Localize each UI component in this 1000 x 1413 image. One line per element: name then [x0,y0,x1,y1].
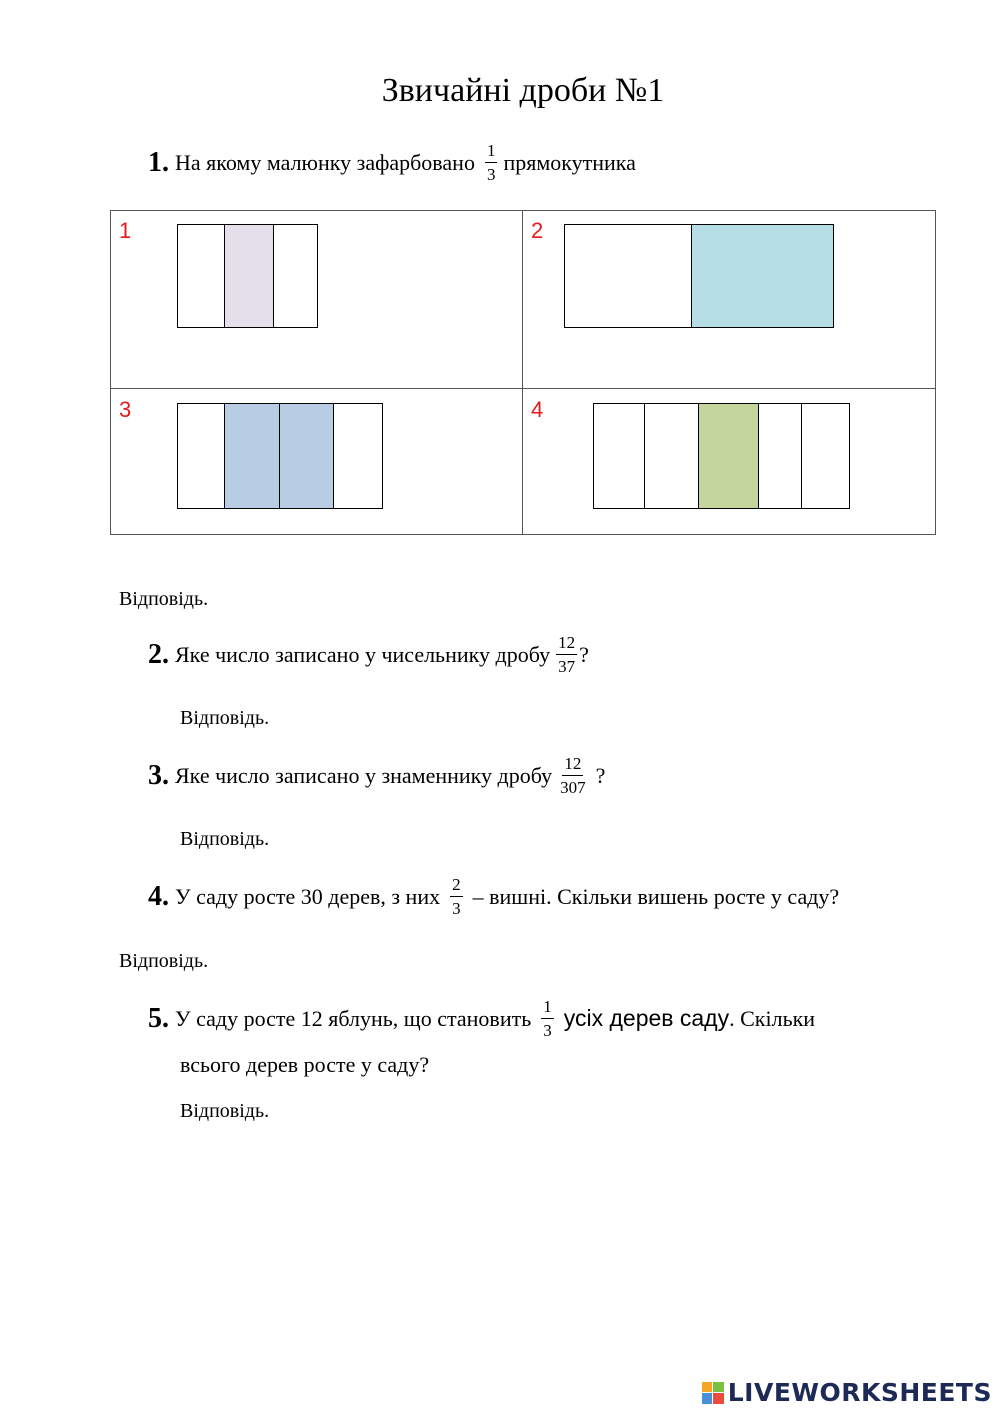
rect-part-shaded [699,404,759,508]
cell-label-1: 1 [119,218,132,243]
grid-divider-horizontal [110,388,936,389]
question-3 [148,755,605,796]
fraction [558,755,588,796]
question-5-line-2: всього дерев росте у саду? [180,1052,430,1077]
fraction-denominator: 37 [558,657,576,676]
logo-mark-icon [702,1382,724,1404]
option-3-rectangle[interactable] [177,403,383,509]
question-1 [148,142,636,183]
rect-part [759,404,802,508]
answer-label-3: Відповідь. [180,828,270,850]
rect-part-shaded [225,225,274,327]
grid-divider-vertical [522,210,523,535]
question-5 [148,998,815,1039]
liveworksheets-logo [702,1378,992,1407]
question-text: У саду росте 12 яблунь, що становить [175,1005,532,1031]
fraction [541,998,554,1039]
question-text: У саду росте 30 дерев, з них [175,883,441,909]
rect-part-shaded [225,404,280,508]
rect-part [802,404,849,508]
answer-label-1: Відповідь. [119,588,209,610]
rect-part-shaded [280,404,334,508]
fraction [450,876,463,917]
cell-label-2: 2 [531,218,544,243]
fraction-denominator: 3 [486,165,496,184]
answer-label-5: Відповідь. [180,1100,270,1122]
question-mark: ? [579,641,589,667]
answer-label-2: Відповідь. [180,707,270,729]
question-text-end: – вишні. Скільки вишень росте у саду? [472,883,840,909]
fraction-denominator: 307 [560,778,586,797]
question-4 [148,876,839,917]
question-number: 3. [148,759,169,791]
fraction [485,142,498,183]
fraction-numerator: 12 [562,755,583,776]
fraction-denominator: 3 [452,899,461,918]
fraction-numerator: 12 [556,634,577,655]
answer-label-4: Відповідь. [119,950,209,972]
cell-label-3: 3 [119,397,132,422]
cell-label-4: 4 [531,397,544,422]
fraction [556,634,577,675]
rect-part [178,404,225,508]
logo-text: LIVEWORKSHEETS [727,1378,992,1407]
rect-part [274,225,317,327]
rect-part-shaded [692,225,833,327]
rect-part [645,404,699,508]
question-mark: ? [595,762,606,788]
question-text: Яке число записано у знаменнику дробу [175,762,553,788]
question-text-end: прямокутника [503,149,636,175]
question-text: На якому малюнку зафарбовано [175,149,475,175]
question-text-end: . Скільки [729,1005,816,1031]
option-2-rectangle[interactable] [564,224,834,328]
question-number: 4. [148,880,169,912]
question-text: Яке число записано у чисельнику дробу [175,641,551,667]
question-number: 5. [148,1002,169,1034]
option-4-rectangle[interactable] [593,403,850,509]
rect-part [334,404,382,508]
page-title: Звичайні дроби №1 [381,72,665,109]
fraction-numerator: 1 [541,998,554,1019]
rect-part [594,404,645,508]
fraction-numerator: 1 [485,142,498,163]
fraction-numerator: 2 [450,876,463,897]
rect-part [565,225,692,327]
question-text-emphasis: усіх дерев саду [563,1005,730,1031]
question-2 [148,634,589,675]
option-1-rectangle[interactable] [177,224,318,328]
question-number: 1. [148,146,169,178]
question-number: 2. [148,638,169,670]
fraction-denominator: 3 [543,1021,552,1040]
rect-part [178,225,225,327]
